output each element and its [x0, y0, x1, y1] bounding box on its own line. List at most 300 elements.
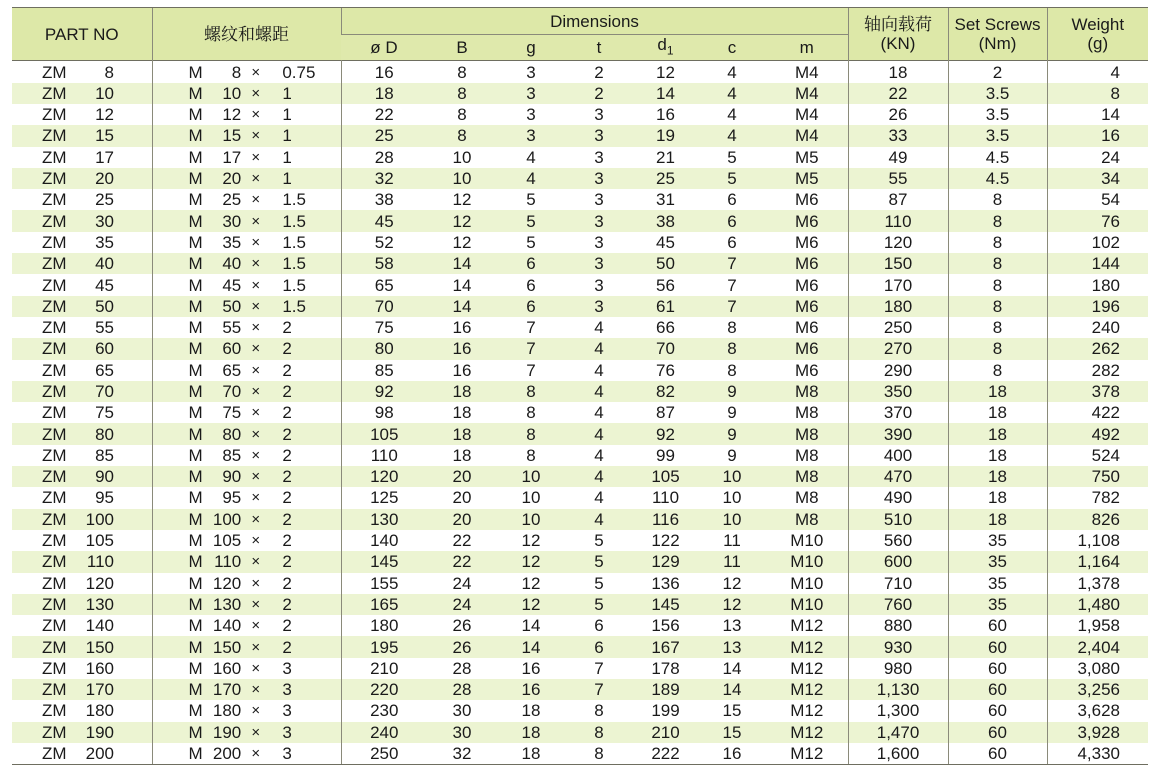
- cell-thread-pitch: [152, 466, 341, 487]
- part-number: 50: [95, 296, 114, 316]
- part-no: [12, 551, 152, 572]
- cell-set-screws: 35: [948, 594, 1047, 615]
- cell-dim-m: M12: [766, 658, 848, 679]
- cell-part-no: [12, 210, 152, 231]
- cell-dim-d: 195: [341, 636, 427, 657]
- part-prefix: ZM: [42, 275, 67, 295]
- cell-dim-t: 3: [565, 168, 633, 189]
- header-weight-label: Weight: [1071, 15, 1125, 35]
- thread-pitch-value: 2: [282, 531, 292, 551]
- part-no: [12, 317, 152, 338]
- cell-dim-m: M12: [766, 722, 848, 743]
- cell-set-screws: 18: [948, 402, 1047, 423]
- thread-m: M: [188, 403, 203, 423]
- times-sign: ×: [251, 468, 261, 486]
- cell-dim-b: 16: [427, 338, 497, 359]
- table-header: [12, 8, 1148, 61]
- part-prefix: ZM: [42, 680, 67, 700]
- cell-part-no: [12, 594, 152, 615]
- thread-pitch-value: 2: [282, 445, 292, 465]
- cell-weight: 196: [1047, 296, 1148, 317]
- cell-axial-load: 270: [848, 338, 948, 359]
- part-no: [12, 189, 152, 210]
- cell-dim-b: 10: [427, 147, 497, 168]
- thread-m: M: [188, 62, 203, 82]
- thread-size: 160: [212, 658, 242, 678]
- cell-set-screws: 3.5: [948, 104, 1047, 125]
- cell-dim-c: 4: [698, 83, 766, 104]
- part-prefix: ZM: [42, 126, 67, 146]
- cell-set-screws: 18: [948, 423, 1047, 444]
- cell-dim-b: 22: [427, 551, 497, 572]
- cell-thread-pitch: [152, 104, 341, 125]
- cell-dim-d1: 21: [633, 147, 698, 168]
- cell-thread-pitch: [152, 381, 341, 402]
- cell-dim-c: 7: [698, 274, 766, 295]
- thread-m: M: [188, 488, 203, 508]
- header-dim-d1-main: d: [657, 35, 667, 54]
- table-row: [12, 61, 1148, 83]
- cell-dim-g: 8: [497, 381, 565, 402]
- part-number: 17: [95, 147, 114, 167]
- cell-dim-m: M6: [766, 232, 848, 253]
- cell-dim-d: 45: [341, 210, 427, 231]
- table-row: [12, 274, 1148, 295]
- cell-axial-load: 22: [848, 83, 948, 104]
- part-no: [12, 232, 152, 253]
- thread-pitch: [153, 83, 341, 104]
- cell-dim-t: 4: [565, 381, 633, 402]
- part-prefix: ZM: [42, 360, 67, 380]
- cell-weight: 240: [1047, 317, 1148, 338]
- cell-set-screws: 8: [948, 232, 1047, 253]
- cell-dim-c: 13: [698, 615, 766, 636]
- cell-dim-c: 15: [698, 722, 766, 743]
- header-axial-load: [848, 8, 948, 61]
- thread-m: M: [188, 509, 203, 529]
- cell-dim-d: 28: [341, 147, 427, 168]
- part-no: [12, 296, 152, 317]
- part-prefix: ZM: [42, 83, 67, 103]
- cell-set-screws: 35: [948, 551, 1047, 572]
- cell-dim-b: 30: [427, 700, 497, 721]
- cell-dim-m: M4: [766, 104, 848, 125]
- cell-part-no: [12, 402, 152, 423]
- times-sign: ×: [251, 84, 261, 102]
- cell-dim-d: 125: [341, 487, 427, 508]
- thread-pitch-value: 2: [282, 573, 292, 593]
- thread-size: 170: [212, 680, 242, 700]
- cell-dim-d: 92: [341, 381, 427, 402]
- thread-m: M: [188, 254, 203, 274]
- thread-size: 17: [222, 147, 242, 167]
- cell-dim-g: 8: [497, 445, 565, 466]
- cell-dim-t: 6: [565, 615, 633, 636]
- part-no: [12, 104, 152, 125]
- cell-weight: 3,928: [1047, 722, 1148, 743]
- part-number: 180: [85, 701, 114, 721]
- thread-pitch-value: 1: [282, 105, 292, 125]
- cell-dim-t: 5: [565, 573, 633, 594]
- cell-dim-t: 3: [565, 125, 633, 146]
- cell-thread-pitch: [152, 253, 341, 274]
- cell-dim-d1: 76: [633, 360, 698, 381]
- part-number: 150: [85, 637, 114, 657]
- cell-weight: 422: [1047, 402, 1148, 423]
- cell-dim-d: 130: [341, 509, 427, 530]
- cell-weight: 4: [1047, 61, 1148, 83]
- cell-dim-m: M6: [766, 210, 848, 231]
- cell-dim-t: 4: [565, 445, 633, 466]
- part-number: 80: [95, 424, 114, 444]
- cell-dim-d: 38: [341, 189, 427, 210]
- cell-part-no: [12, 296, 152, 317]
- cell-dim-b: 18: [427, 402, 497, 423]
- cell-dim-g: 3: [497, 104, 565, 125]
- header-dim-b: B: [427, 35, 497, 61]
- cell-dim-g: 4: [497, 147, 565, 168]
- part-no: [12, 722, 152, 743]
- times-sign: ×: [251, 361, 261, 379]
- cell-dim-m: M5: [766, 147, 848, 168]
- thread-pitch-value: 1: [282, 147, 292, 167]
- cell-thread-pitch: [152, 423, 341, 444]
- times-sign: ×: [251, 681, 261, 699]
- cell-dim-t: 5: [565, 530, 633, 551]
- cell-dim-g: 10: [497, 466, 565, 487]
- cell-part-no: [12, 466, 152, 487]
- times-sign: ×: [251, 745, 261, 763]
- part-no: [12, 658, 152, 679]
- part-no: [12, 530, 152, 551]
- cell-weight: 1,958: [1047, 615, 1148, 636]
- thread-size: 80: [222, 424, 242, 444]
- thread-m: M: [188, 275, 203, 295]
- cell-weight: 1,164: [1047, 551, 1148, 572]
- cell-dim-b: 18: [427, 381, 497, 402]
- cell-weight: 826: [1047, 509, 1148, 530]
- thread-pitch-value: 2: [282, 424, 292, 444]
- cell-dim-c: 6: [698, 189, 766, 210]
- cell-thread-pitch: [152, 722, 341, 743]
- times-sign: ×: [251, 489, 261, 507]
- cell-set-screws: 8: [948, 317, 1047, 338]
- part-prefix: ZM: [42, 254, 67, 274]
- cell-dim-t: 4: [565, 509, 633, 530]
- cell-set-screws: 60: [948, 722, 1047, 743]
- table-row: [12, 573, 1148, 594]
- cell-weight: 2,404: [1047, 636, 1148, 657]
- thread-pitch: [153, 509, 341, 530]
- times-sign: ×: [251, 276, 261, 294]
- table-body: [12, 61, 1148, 765]
- cell-dim-d: 85: [341, 360, 427, 381]
- cell-part-no: [12, 573, 152, 594]
- thread-size: 140: [212, 616, 242, 636]
- cell-part-no: [12, 423, 152, 444]
- cell-weight: 14: [1047, 104, 1148, 125]
- thread-m: M: [188, 722, 203, 742]
- part-number: 120: [85, 573, 114, 593]
- cell-thread-pitch: [152, 317, 341, 338]
- times-sign: ×: [251, 723, 261, 741]
- thread-pitch: [153, 360, 341, 381]
- cell-dim-m: M4: [766, 83, 848, 104]
- cell-thread-pitch: [152, 168, 341, 189]
- cell-weight: 1,480: [1047, 594, 1148, 615]
- cell-dim-d: 25: [341, 125, 427, 146]
- cell-dim-m: M12: [766, 679, 848, 700]
- cell-dim-d1: 19: [633, 125, 698, 146]
- thread-size: 15: [222, 126, 242, 146]
- table-row: [12, 338, 1148, 359]
- cell-weight: 782: [1047, 487, 1148, 508]
- part-prefix: ZM: [42, 147, 67, 167]
- cell-set-screws: 60: [948, 615, 1047, 636]
- cell-dim-t: 8: [565, 743, 633, 765]
- cell-set-screws: 3.5: [948, 83, 1047, 104]
- thread-m: M: [188, 680, 203, 700]
- cell-dim-d: 180: [341, 615, 427, 636]
- times-sign: ×: [251, 510, 261, 528]
- cell-dim-g: 6: [497, 274, 565, 295]
- cell-dim-t: 4: [565, 466, 633, 487]
- cell-weight: 34: [1047, 168, 1148, 189]
- cell-axial-load: 980: [848, 658, 948, 679]
- cell-dim-c: 15: [698, 700, 766, 721]
- thread-pitch: [153, 615, 341, 636]
- table-row: [12, 700, 1148, 721]
- cell-dim-d1: 167: [633, 636, 698, 657]
- cell-dim-m: M6: [766, 189, 848, 210]
- thread-size: 180: [212, 701, 242, 721]
- thread-size: 200: [212, 744, 242, 764]
- thread-pitch: [153, 168, 341, 189]
- cell-set-screws: 60: [948, 636, 1047, 657]
- cell-part-no: [12, 700, 152, 721]
- cell-dim-g: 14: [497, 615, 565, 636]
- cell-dim-g: 5: [497, 189, 565, 210]
- cell-part-no: [12, 743, 152, 765]
- table-row: [12, 445, 1148, 466]
- part-prefix: ZM: [42, 573, 67, 593]
- cell-weight: 8: [1047, 83, 1148, 104]
- table-row: [12, 317, 1148, 338]
- cell-dim-d: 145: [341, 551, 427, 572]
- part-prefix: ZM: [42, 232, 67, 252]
- cell-dim-d1: 110: [633, 487, 698, 508]
- cell-dim-g: 6: [497, 253, 565, 274]
- table-row: [12, 360, 1148, 381]
- thread-pitch-value: 1.5: [282, 190, 306, 210]
- cell-weight: 144: [1047, 253, 1148, 274]
- thread-size: 65: [222, 360, 242, 380]
- cell-dim-d1: 61: [633, 296, 698, 317]
- thread-size: 25: [222, 190, 242, 210]
- thread-m: M: [188, 744, 203, 764]
- part-prefix: ZM: [42, 190, 67, 210]
- cell-dim-t: 3: [565, 189, 633, 210]
- cell-dim-m: M8: [766, 402, 848, 423]
- cell-thread-pitch: [152, 594, 341, 615]
- times-sign: ×: [251, 595, 261, 613]
- thread-size: 12: [222, 105, 242, 125]
- times-sign: ×: [251, 553, 261, 571]
- cell-weight: 76: [1047, 210, 1148, 231]
- cell-dim-b: 8: [427, 61, 497, 83]
- thread-size: 10: [222, 83, 242, 103]
- cell-dim-m: M12: [766, 615, 848, 636]
- part-no: [12, 466, 152, 487]
- cell-dim-d1: 56: [633, 274, 698, 295]
- thread-pitch-value: 1: [282, 83, 292, 103]
- table-row: [12, 125, 1148, 146]
- cell-axial-load: 490: [848, 487, 948, 508]
- cell-dim-b: 16: [427, 360, 497, 381]
- cell-dim-t: 4: [565, 338, 633, 359]
- part-no: [12, 445, 152, 466]
- table-row: [12, 253, 1148, 274]
- cell-dim-d1: 116: [633, 509, 698, 530]
- cell-set-screws: 35: [948, 573, 1047, 594]
- thread-m: M: [188, 147, 203, 167]
- cell-dim-m: M12: [766, 700, 848, 721]
- thread-size: 75: [222, 403, 242, 423]
- thread-size: 150: [212, 637, 242, 657]
- thread-m: M: [188, 445, 203, 465]
- cell-dim-g: 6: [497, 296, 565, 317]
- table-row: [12, 423, 1148, 444]
- cell-dim-b: 32: [427, 743, 497, 765]
- cell-dim-d: 110: [341, 445, 427, 466]
- cell-part-no: [12, 274, 152, 295]
- cell-axial-load: 560: [848, 530, 948, 551]
- cell-dim-c: 10: [698, 466, 766, 487]
- part-number: 55: [95, 318, 114, 338]
- part-no: [12, 381, 152, 402]
- part-number: 65: [95, 360, 114, 380]
- cell-part-no: [12, 530, 152, 551]
- header-dim-d1-sub: 1: [666, 43, 674, 58]
- thread-size: 100: [212, 509, 242, 529]
- cell-dim-g: 12: [497, 551, 565, 572]
- cell-part-no: [12, 381, 152, 402]
- header-dim-c: c: [698, 35, 766, 61]
- part-number: 105: [85, 531, 114, 551]
- cell-set-screws: 35: [948, 530, 1047, 551]
- header-dim-m: m: [766, 35, 848, 61]
- cell-dim-m: M6: [766, 317, 848, 338]
- cell-dim-b: 18: [427, 445, 497, 466]
- cell-dim-g: 3: [497, 83, 565, 104]
- cell-dim-d1: 136: [633, 573, 698, 594]
- thread-size: 45: [222, 275, 242, 295]
- cell-dim-b: 26: [427, 615, 497, 636]
- cell-axial-load: 510: [848, 509, 948, 530]
- part-prefix: ZM: [42, 467, 67, 487]
- times-sign: ×: [251, 106, 261, 124]
- cell-dim-g: 7: [497, 338, 565, 359]
- cell-dim-d1: 210: [633, 722, 698, 743]
- thread-pitch-value: 2: [282, 318, 292, 338]
- cell-dim-t: 5: [565, 551, 633, 572]
- cell-dim-t: 3: [565, 210, 633, 231]
- thread-m: M: [188, 211, 203, 231]
- cell-part-no: [12, 168, 152, 189]
- cell-dim-m: M6: [766, 360, 848, 381]
- cell-thread-pitch: [152, 636, 341, 657]
- cell-dim-c: 16: [698, 743, 766, 765]
- cell-dim-d: 22: [341, 104, 427, 125]
- cell-weight: 102: [1047, 232, 1148, 253]
- cell-axial-load: 26: [848, 104, 948, 125]
- thread-pitch: [153, 147, 341, 168]
- header-axial-load-label: 轴向载荷: [864, 15, 933, 35]
- cell-set-screws: 8: [948, 189, 1047, 210]
- part-prefix: ZM: [42, 445, 67, 465]
- thread-size: 190: [212, 722, 242, 742]
- cell-dim-d: 16: [341, 61, 427, 83]
- times-sign: ×: [251, 127, 261, 145]
- cell-set-screws: 8: [948, 296, 1047, 317]
- cell-dim-c: 9: [698, 402, 766, 423]
- cell-dim-c: 6: [698, 210, 766, 231]
- cell-dim-g: 3: [497, 125, 565, 146]
- cell-part-no: [12, 61, 152, 83]
- part-number: 60: [95, 339, 114, 359]
- cell-axial-load: 930: [848, 636, 948, 657]
- cell-dim-m: M6: [766, 253, 848, 274]
- part-number: 40: [95, 254, 114, 274]
- cell-part-no: [12, 104, 152, 125]
- cell-dim-g: 5: [497, 210, 565, 231]
- cell-dim-m: M8: [766, 487, 848, 508]
- times-sign: ×: [251, 255, 261, 273]
- cell-dim-c: 7: [698, 253, 766, 274]
- thread-pitch: [153, 232, 341, 253]
- table-row: [12, 104, 1148, 125]
- cell-weight: 24: [1047, 147, 1148, 168]
- cell-dim-c: 14: [698, 679, 766, 700]
- cell-dim-d1: 31: [633, 189, 698, 210]
- part-prefix: ZM: [42, 552, 67, 572]
- cell-dim-c: 8: [698, 360, 766, 381]
- cell-thread-pitch: [152, 360, 341, 381]
- cell-axial-load: 1,470: [848, 722, 948, 743]
- spec-sheet: [12, 7, 1148, 765]
- part-number: 12: [95, 105, 114, 125]
- cell-dim-d1: 14: [633, 83, 698, 104]
- thread-pitch: [153, 722, 341, 743]
- thread-pitch: [153, 551, 341, 572]
- cell-thread-pitch: [152, 210, 341, 231]
- cell-dim-b: 16: [427, 317, 497, 338]
- cell-weight: 3,256: [1047, 679, 1148, 700]
- header-dim-t: t: [565, 35, 633, 61]
- cell-thread-pitch: [152, 445, 341, 466]
- cell-dim-d: 32: [341, 168, 427, 189]
- thread-pitch: [153, 62, 341, 83]
- cell-dim-d: 75: [341, 317, 427, 338]
- thread-pitch: [153, 253, 341, 274]
- part-no: [12, 700, 152, 721]
- cell-dim-b: 12: [427, 189, 497, 210]
- thread-m: M: [188, 360, 203, 380]
- times-sign: ×: [251, 617, 261, 635]
- cell-dim-d: 230: [341, 700, 427, 721]
- cell-axial-load: 55: [848, 168, 948, 189]
- cell-thread-pitch: [152, 679, 341, 700]
